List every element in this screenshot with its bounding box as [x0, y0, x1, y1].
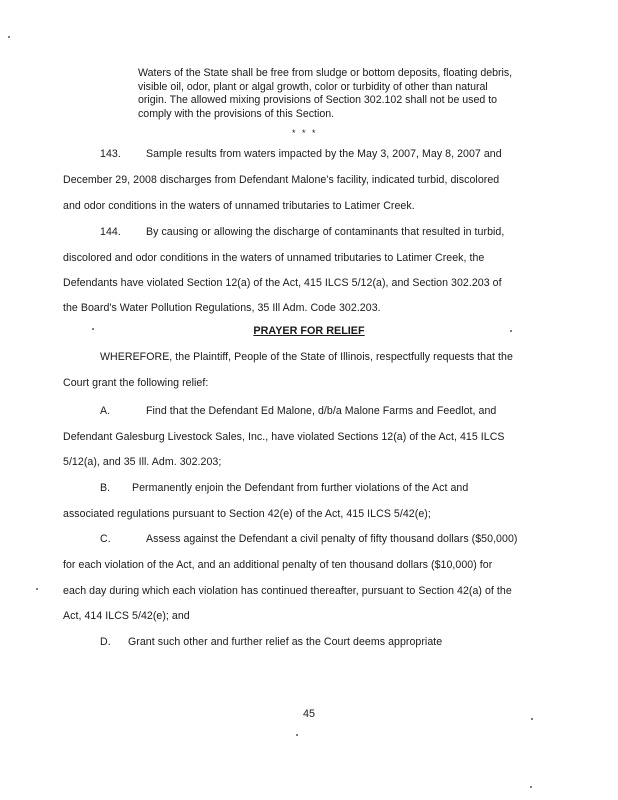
item-text: Defendant Galesburg Livestock Sales, Inc., have violated Sections 12(a) of the Act, 415 ILCS	[63, 431, 505, 443]
item-text: Grant such other and further relief as the Court deems appropriate	[128, 636, 443, 648]
item-text: Assess against the Defendant a civil penalty of fifty thousand dollars ($50,000)	[146, 533, 518, 545]
paragraph-text: the Board's Water Pollution Regulations, 35 Ill Adm. Code 302.203.	[63, 302, 381, 314]
scan-speck	[296, 734, 298, 736]
item-label: C.	[100, 533, 111, 545]
scan-speck	[36, 588, 38, 590]
paragraph-text: Defendants have violated Section 12(a) of the Act, 415 ILCS 5/12(a), and Section 302.203 of	[63, 277, 502, 289]
item-text: Act, 414 ILCS 5/42(e); and	[63, 610, 190, 622]
item-text: each day during which each violation has continued thereafter, pursuant to Section 42(a) of the	[63, 585, 512, 597]
item-text: Permanently enjoin the Defendant from further violations of the Act and	[132, 482, 469, 494]
item-text: Find that the Defendant Ed Malone, d/b/a Malone Farms and Feedlot, and	[146, 405, 497, 417]
scan-speck	[530, 786, 532, 788]
paragraph-text: Sample results from waters impacted by the May 3, 2007, May 8, 2007 and	[146, 148, 502, 160]
section-heading	[0, 325, 618, 337]
item-text: associated regulations pursuant to Section 42(e) of the Act, 415 ILCS 5/42(e);	[63, 508, 431, 520]
paragraph-number: 144.	[100, 226, 121, 238]
page-number: 45	[302, 708, 315, 720]
scan-speck	[92, 328, 94, 330]
item-label: A.	[100, 405, 111, 417]
scan-speck	[510, 330, 512, 332]
paragraph-text: December 29, 2008 discharges from Defendant Malone's facility, indicated turbid, discolored	[63, 174, 500, 186]
item-text: 5/12(a), and 35 Ill. Adm. 302.203;	[63, 456, 222, 468]
item-label: D.	[100, 636, 111, 648]
quote-line: Waters of the State shall be free from sludge or bottom deposits, floating debris,	[138, 67, 513, 79]
wherefore-text: WHEREFORE, the Plaintiff, People of the State of Illinois, respectfully requests that the	[100, 351, 513, 363]
paragraph-text: discolored and odor conditions in the waters of unnamed tributaries to Latimer Creek, the	[63, 252, 485, 264]
wherefore-text: Court grant the following relief:	[63, 377, 209, 389]
scan-speck	[531, 718, 533, 720]
ellipsis-marker: * * *	[292, 128, 318, 138]
scan-speck	[8, 36, 10, 38]
block-quote	[138, 67, 538, 121]
item-text: for each violation of the Act, and an additional penalty of ten thousand dollars ($10,000) for	[63, 559, 493, 571]
paragraph-text: By causing or allowing the discharge of contaminants that resulted in turbid,	[146, 226, 505, 238]
quote-line: comply with the provisions of this Section.	[138, 107, 335, 120]
quote-line: visible oil, odor, plant or algal growth, color or turbidity of other than natural	[138, 80, 488, 93]
item-label: B.	[100, 482, 111, 494]
quote-line: origin. The allowed mixing provisions of Section 302.102 shall not be used to	[138, 94, 498, 107]
paragraph-number: 143.	[100, 148, 121, 160]
section-heading-text: PRAYER FOR RELIEF	[253, 325, 365, 337]
paragraph-text: and odor conditions in the waters of unnamed tributaries to Latimer Creek.	[63, 200, 415, 212]
